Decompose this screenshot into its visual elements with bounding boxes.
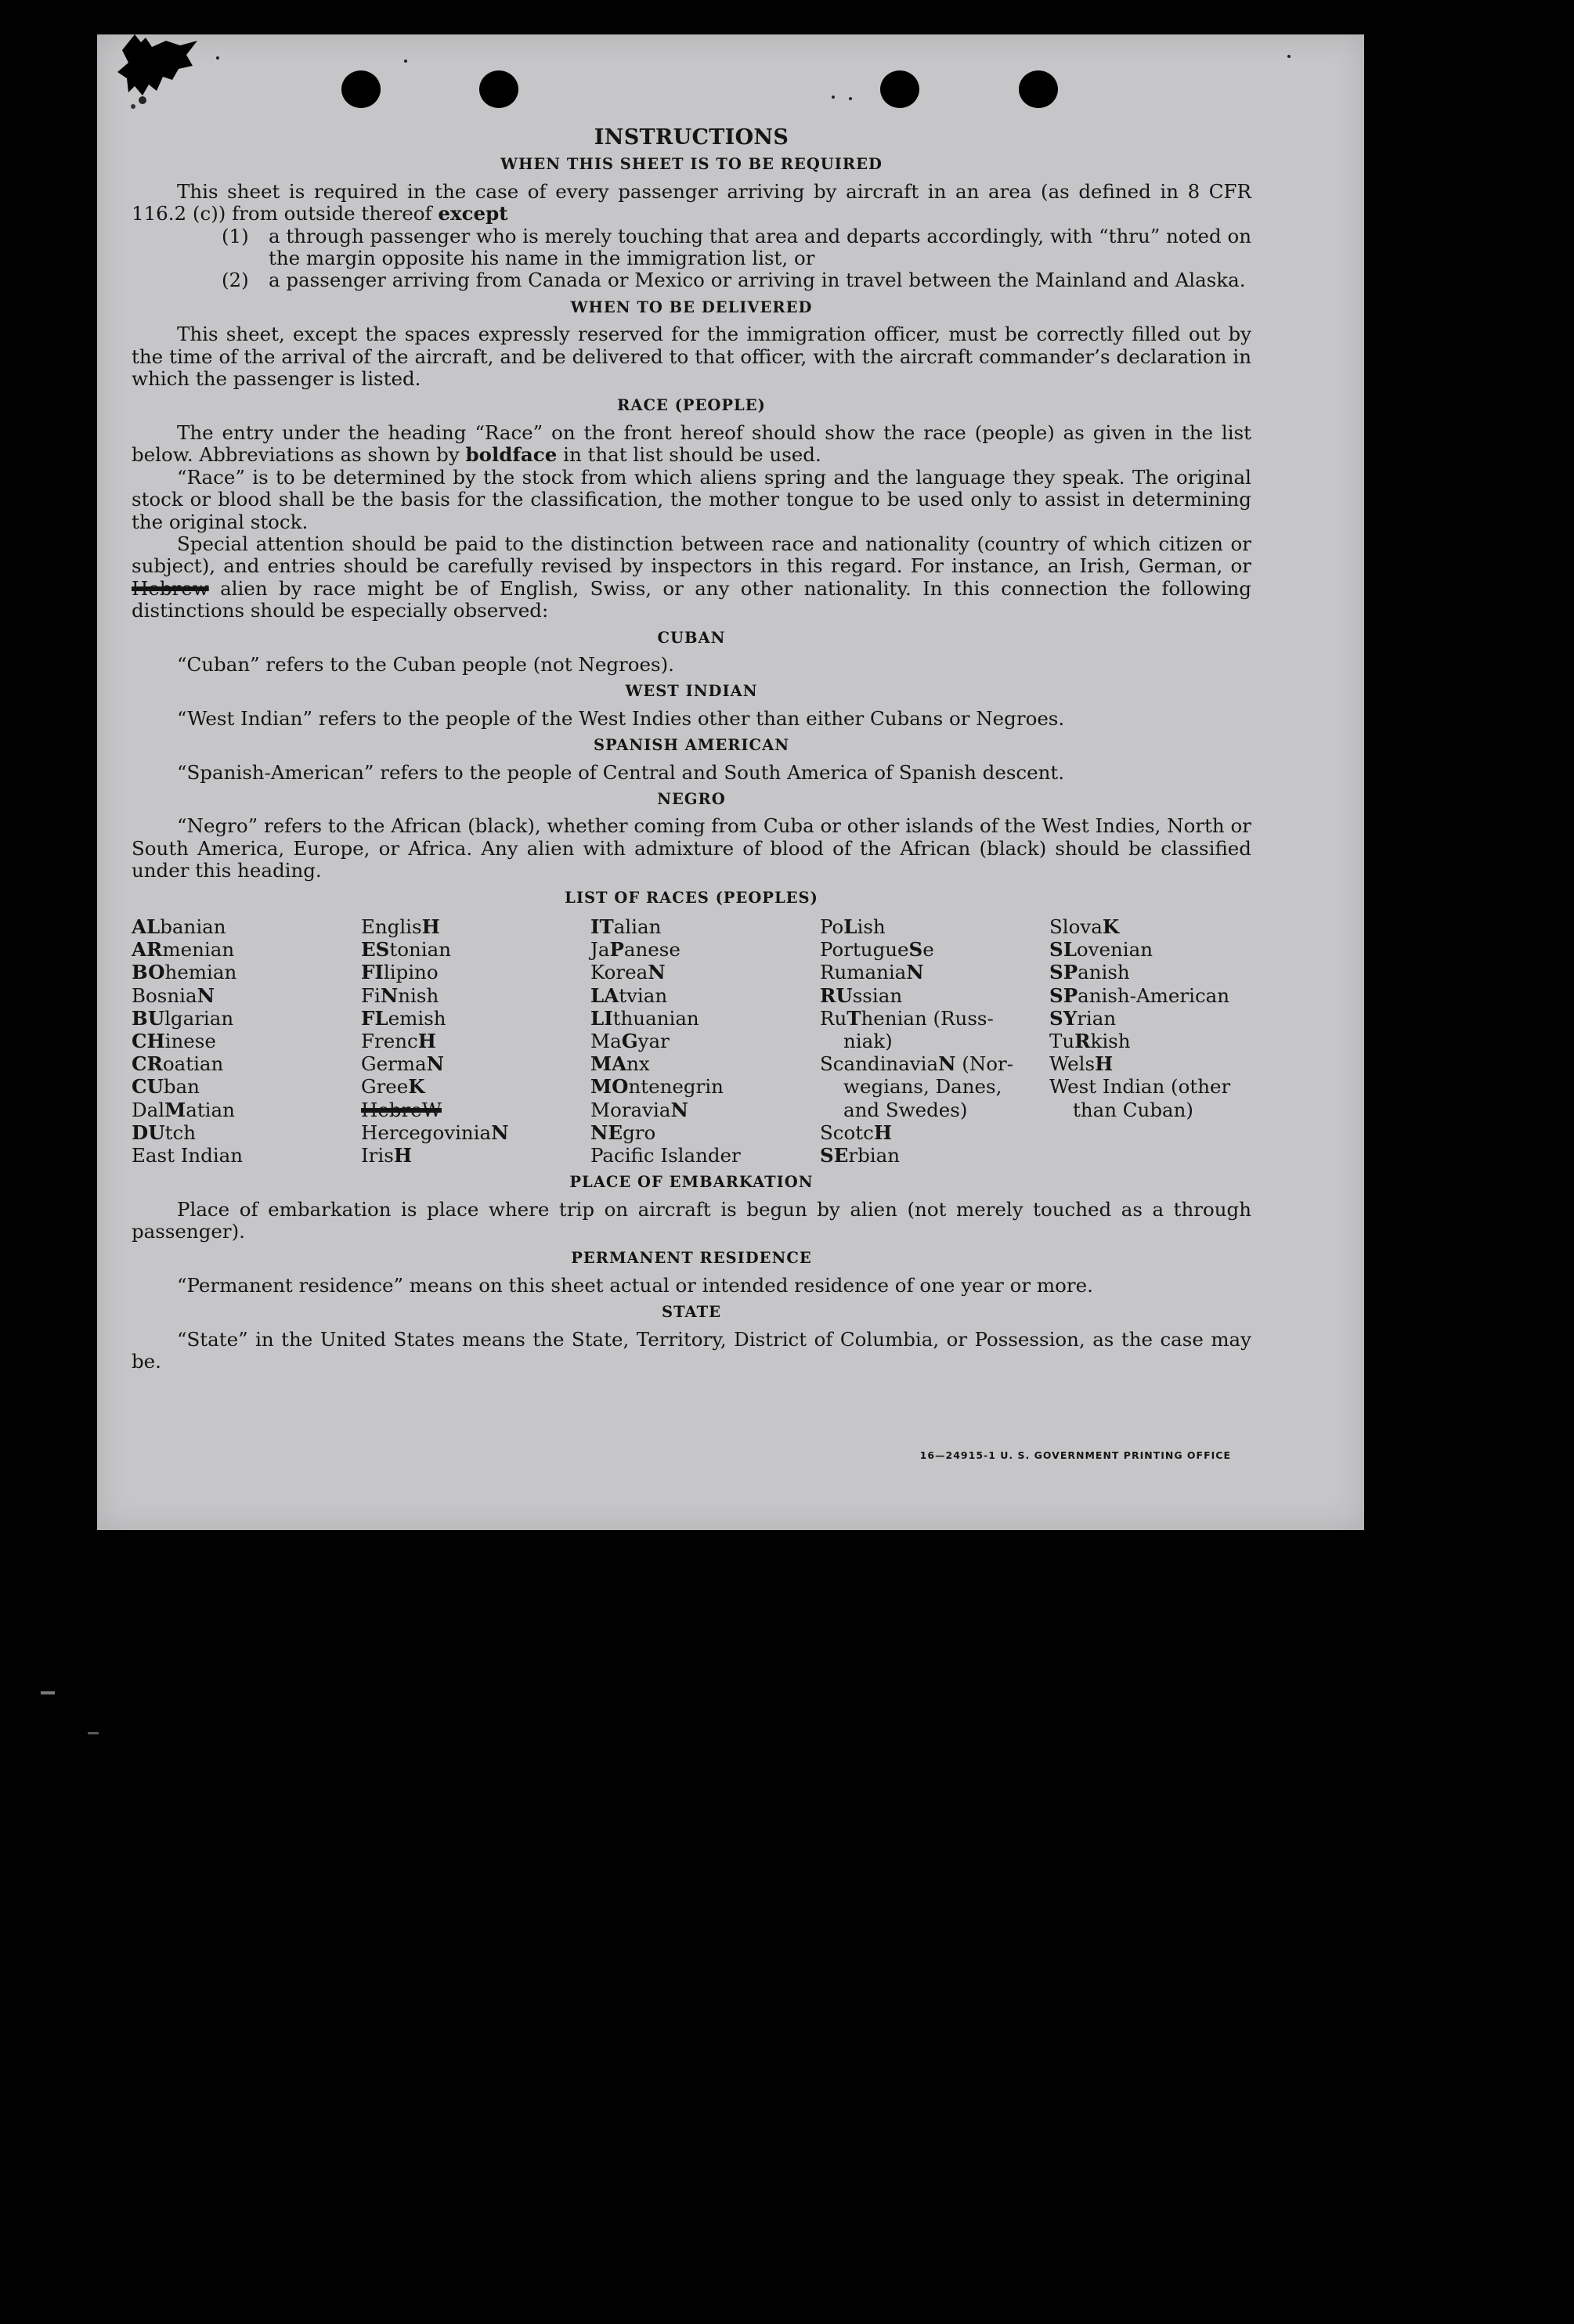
race-item bbox=[132, 961, 361, 983]
race-item-continued: than Cuban) bbox=[1073, 1098, 1193, 1121]
print-code: 16—24915-1 U. S. GOVERNMENT PRINTING OFFICE bbox=[919, 1449, 1231, 1461]
race-item bbox=[590, 961, 820, 983]
race-item bbox=[132, 1144, 361, 1167]
race-text: emish bbox=[388, 1006, 446, 1030]
race-abbrev: AL bbox=[132, 915, 161, 938]
race-text: alian bbox=[613, 915, 662, 938]
race-abbrev: LI bbox=[590, 1006, 613, 1030]
race-text: (Nor- bbox=[955, 1052, 1014, 1076]
race-text: Portugue bbox=[820, 938, 909, 962]
race-text: gro bbox=[623, 1120, 656, 1144]
race-text: Scotc bbox=[820, 1120, 874, 1144]
race-item bbox=[132, 1121, 361, 1144]
exception-item: (2) a passenger arriving from Canada or Mexico or arriving in travel between the Mainland and Alaska. bbox=[222, 269, 1246, 292]
race-abbrev: N bbox=[670, 1098, 688, 1121]
race-abbrev: H bbox=[417, 1030, 436, 1053]
race-item bbox=[132, 1099, 361, 1121]
race-abbrev: SL bbox=[1049, 938, 1077, 962]
race-abbrev: SY bbox=[1049, 1006, 1078, 1030]
race-abbrev: CH bbox=[132, 1030, 165, 1053]
section-heading-west-indian: WEST INDIAN bbox=[625, 682, 758, 701]
punch-hole bbox=[341, 70, 381, 108]
race-text: anish bbox=[1078, 961, 1130, 984]
race-abbrev: LA bbox=[590, 983, 619, 1007]
race-abbrev: BU bbox=[132, 1006, 165, 1030]
race-text: rbian bbox=[848, 1144, 900, 1167]
race-text: tonian bbox=[389, 938, 451, 962]
section-heading-cuban: CUBAN bbox=[657, 628, 726, 647]
race-text: e bbox=[922, 938, 934, 962]
race-text: tch bbox=[164, 1120, 196, 1144]
race-item bbox=[132, 1007, 361, 1030]
residence-text: “Permanent residence” means on this sheet actual or intended residence of one year or more. bbox=[177, 1273, 1093, 1297]
race-text: kish bbox=[1090, 1030, 1131, 1053]
section-heading-state: STATE bbox=[662, 1303, 721, 1322]
race-paragraph-1: The entry under the heading “Race” on the front hereof should show the race (people) as given in the list below. Abbreviations as shown by boldface in that list should be used. bbox=[132, 420, 1251, 467]
negro-text: “Negro” refers to the African (black), whether coming from Cuba or other islands of the West Indies, North or South America, Europe, or Africa. Any alien with admixture of blood of the African (black) should be classified under this heading. bbox=[132, 814, 1251, 882]
race-item bbox=[820, 961, 1049, 983]
race-abbrev: P bbox=[609, 938, 624, 962]
race-abbrev: M bbox=[164, 1098, 186, 1121]
race-column bbox=[132, 915, 361, 1167]
race-text: menian bbox=[162, 938, 235, 962]
speck bbox=[849, 97, 852, 100]
race-text: Scandinavia bbox=[820, 1052, 939, 1076]
race-abbrev: N bbox=[648, 961, 666, 984]
race-item bbox=[820, 938, 1049, 961]
race-abbrev: N bbox=[938, 1052, 956, 1076]
race-abbrev: K bbox=[1102, 915, 1120, 938]
race-text: Gree bbox=[361, 1075, 409, 1099]
race-item bbox=[361, 1099, 590, 1121]
race-abbrev: S bbox=[908, 938, 923, 962]
race-item bbox=[132, 915, 361, 938]
race-column bbox=[590, 915, 820, 1167]
scan-mark bbox=[88, 1732, 99, 1734]
scan-mark bbox=[41, 1691, 55, 1694]
race-item bbox=[361, 1052, 590, 1075]
race-column bbox=[1049, 915, 1279, 1167]
race-abbrev: RU bbox=[820, 983, 853, 1007]
race-item bbox=[590, 915, 820, 938]
ink-stain-mark bbox=[111, 34, 197, 113]
race-item bbox=[361, 1030, 590, 1052]
race-abbrev: SE bbox=[820, 1144, 849, 1167]
west-indian-text: “West Indian” refers to the people of the West Indies other than either Cubans or Negroes. bbox=[177, 706, 1065, 730]
race-item bbox=[820, 1007, 1049, 1030]
race-item bbox=[590, 1099, 820, 1121]
section-heading-residence: PERMANENT RESIDENCE bbox=[571, 1249, 812, 1268]
race-item bbox=[820, 1144, 1049, 1167]
race-abbrev: CU bbox=[132, 1075, 164, 1099]
section-heading-embarkation: PLACE OF EMBARKATION bbox=[569, 1173, 814, 1192]
race-text: nx bbox=[626, 1052, 650, 1076]
race-item bbox=[590, 938, 820, 961]
race-abbrev: NE bbox=[590, 1120, 623, 1144]
race-item bbox=[590, 1144, 820, 1167]
race-item bbox=[361, 1007, 590, 1030]
race-item bbox=[590, 984, 820, 1007]
struck-race: HebreW bbox=[361, 1098, 442, 1121]
race-text: henian (Russ- bbox=[861, 1006, 994, 1030]
race-text: West Indian (other bbox=[1049, 1075, 1231, 1099]
race-text: tvian bbox=[619, 983, 668, 1007]
race-item bbox=[132, 938, 361, 961]
race-abbrev: DU bbox=[132, 1120, 165, 1144]
race-abbrev: SP bbox=[1049, 983, 1078, 1007]
punch-hole bbox=[479, 70, 518, 108]
race-text: Wels bbox=[1049, 1052, 1096, 1076]
speck bbox=[832, 96, 835, 99]
race-item bbox=[361, 984, 590, 1007]
race-abbrev: G bbox=[621, 1030, 638, 1053]
speck bbox=[216, 56, 219, 60]
race-abbrev: AR bbox=[132, 938, 163, 962]
race-abbrev: R bbox=[1074, 1030, 1091, 1053]
race-item bbox=[590, 1075, 820, 1098]
race-text: thuanian bbox=[612, 1006, 699, 1030]
race-item bbox=[132, 1075, 361, 1098]
spanish-american-text: “Spanish-American” refers to the people of Central and South America of Spanish descent. bbox=[177, 760, 1065, 784]
section-heading-delivered: WHEN TO BE DELIVERED bbox=[570, 298, 813, 316]
race-item bbox=[590, 1121, 820, 1144]
instructions-content bbox=[132, 127, 1251, 1373]
race-text: ish bbox=[857, 915, 886, 938]
punch-hole bbox=[1019, 70, 1058, 108]
race-text: Frenc bbox=[361, 1030, 418, 1053]
race-item bbox=[1049, 938, 1279, 961]
exception-item: (1) a through passenger who is merely touching that area and departs accordingly, with “thru” noted on the margin opposite his name in the immigration list, or bbox=[222, 224, 1251, 270]
race-item bbox=[1049, 961, 1279, 983]
race-text: Slova bbox=[1049, 915, 1103, 938]
race-text: Germa bbox=[361, 1052, 427, 1076]
race-item bbox=[132, 1052, 361, 1075]
race-paragraph-2: “Race” is to be determined by the stock from which aliens spring and the language they speak. The original stock or blood shall be the basis for the classification, the mother tongue to be used only to assist in determining the original stock. bbox=[132, 465, 1251, 533]
race-text: Rumania bbox=[820, 961, 907, 984]
race-text: Ma bbox=[590, 1030, 622, 1053]
race-item bbox=[361, 1121, 590, 1144]
race-abbrev: T bbox=[847, 1006, 861, 1030]
race-abbrev: N bbox=[426, 1052, 445, 1076]
race-abbrev: H bbox=[873, 1120, 892, 1144]
race-item bbox=[1049, 984, 1279, 1007]
race-text: Korea bbox=[590, 961, 648, 984]
race-item bbox=[820, 984, 1049, 1007]
state-text: “State” in the United States means the State, Territory, District of Columbia, or Possession, as the case may be. bbox=[132, 1327, 1251, 1373]
race-text: nish bbox=[398, 983, 439, 1007]
race-abbrev: ES bbox=[361, 938, 390, 962]
embarkation-text: Place of embarkation is place where trip on aircraft is begun by alien (not merely touched as a through passenger). bbox=[132, 1197, 1251, 1243]
race-item-continued: niak) bbox=[843, 1030, 893, 1053]
race-abbrev: FL bbox=[361, 1006, 388, 1030]
race-text: Fi bbox=[361, 983, 381, 1007]
cuban-text: “Cuban” refers to the Cuban people (not Negroes). bbox=[177, 652, 674, 676]
section-heading-race-list: LIST OF RACES (PEOPLES) bbox=[565, 888, 818, 907]
race-text: oatian bbox=[162, 1052, 224, 1076]
race-abbrev: H bbox=[1095, 1052, 1114, 1076]
section-heading-negro: NEGRO bbox=[657, 789, 726, 808]
race-text: Moravia bbox=[590, 1098, 671, 1121]
race-text: Ja bbox=[590, 938, 610, 962]
race-text: Hercegovinia bbox=[361, 1120, 492, 1144]
race-text: ssian bbox=[852, 983, 903, 1007]
race-item bbox=[361, 938, 590, 961]
race-item bbox=[1049, 1030, 1279, 1052]
race-text: Ru bbox=[820, 1006, 847, 1030]
section-heading-required: WHEN THIS SHEET IS TO BE REQUIRED bbox=[500, 155, 883, 174]
race-abbrev: N bbox=[380, 983, 399, 1007]
race-abbrev: N bbox=[491, 1120, 509, 1144]
race-item bbox=[820, 1052, 1049, 1075]
race-abbrev: H bbox=[421, 915, 440, 938]
race-list bbox=[132, 915, 1251, 1167]
race-item bbox=[590, 1007, 820, 1030]
section-heading-race: RACE (PEOPLE) bbox=[617, 396, 766, 415]
race-text: anish-American bbox=[1078, 983, 1230, 1007]
required-intro: This sheet is required in the case of every passenger arriving by aircraft in an area (as defined in 8 CFR 116.2 (c)) from outside thereof except bbox=[132, 179, 1251, 226]
race-text: anese bbox=[623, 938, 681, 962]
punch-hole bbox=[880, 70, 919, 108]
race-item bbox=[132, 1030, 361, 1052]
race-text: banian bbox=[160, 915, 226, 938]
race-text: yar bbox=[637, 1030, 670, 1053]
race-text: hemian bbox=[164, 961, 237, 984]
race-text: East Indian bbox=[132, 1144, 244, 1167]
race-text: ban bbox=[163, 1075, 200, 1099]
race-text: atian bbox=[186, 1098, 235, 1121]
race-abbrev: MO bbox=[590, 1075, 629, 1099]
race-text: ovenian bbox=[1076, 938, 1153, 962]
race-text: Iris bbox=[361, 1144, 394, 1167]
race-text: ntenegrin bbox=[628, 1075, 724, 1099]
race-item bbox=[590, 1030, 820, 1052]
page-title: INSTRUCTIONS bbox=[594, 125, 789, 150]
race-abbrev: FI bbox=[361, 961, 384, 984]
race-abbrev: SP bbox=[1049, 961, 1078, 984]
race-item bbox=[361, 961, 590, 983]
race-abbrev: IT bbox=[590, 915, 614, 938]
race-abbrev: N bbox=[906, 961, 924, 984]
race-item bbox=[361, 1075, 590, 1098]
race-abbrev: BO bbox=[132, 961, 165, 984]
delivered-text: This sheet, except the spaces expressly reserved for the immigration officer, must be correctly filled out by the time of the arrival of the aircraft, and be delivered to that officer, with the aircraft commander’s declaration in which the passenger is listed. bbox=[132, 323, 1251, 391]
race-item-continued: wegians, Danes, bbox=[843, 1075, 1002, 1099]
race-abbrev: N bbox=[197, 983, 215, 1007]
race-item-continued: and Swedes) bbox=[843, 1098, 968, 1121]
race-text: Pacific Islander bbox=[590, 1144, 741, 1167]
race-text: Englis bbox=[361, 915, 422, 938]
race-item bbox=[361, 1144, 590, 1167]
race-item bbox=[820, 1121, 1049, 1144]
race-text: inese bbox=[164, 1030, 216, 1053]
race-item bbox=[1049, 915, 1279, 938]
race-abbrev: K bbox=[408, 1075, 425, 1099]
race-column bbox=[361, 915, 590, 1167]
race-column bbox=[820, 915, 1049, 1167]
race-text: Tu bbox=[1049, 1030, 1075, 1053]
race-text: Bosnia bbox=[132, 983, 197, 1007]
struck-word: Hebrew bbox=[132, 576, 209, 600]
race-item bbox=[1049, 1075, 1279, 1098]
speck bbox=[1287, 55, 1291, 58]
race-text: Dal bbox=[132, 1098, 165, 1121]
race-abbrev: H bbox=[393, 1144, 412, 1167]
race-abbrev: L bbox=[843, 915, 857, 938]
race-abbrev: CR bbox=[132, 1052, 163, 1076]
race-item bbox=[1049, 1052, 1279, 1075]
race-item bbox=[590, 1052, 820, 1075]
race-text: rian bbox=[1077, 1006, 1117, 1030]
race-item bbox=[361, 915, 590, 938]
race-paragraph-3: Special attention should be paid to the distinction between race and nationality (country of which citizen or subject), and entries should be carefully revised by inspectors in this regard. For instance, an Irish, German, or Hebrew alien by race might be of English, Swiss, or any other nationality. In this connection the following distinctions should be especially observed: bbox=[132, 532, 1251, 622]
race-text: lgarian bbox=[164, 1006, 234, 1030]
speck bbox=[404, 60, 407, 63]
section-heading-spanish-american: SPANISH AMERICAN bbox=[593, 736, 790, 755]
race-text: Po bbox=[820, 915, 844, 938]
race-item bbox=[132, 984, 361, 1007]
race-abbrev: MA bbox=[590, 1052, 627, 1076]
race-text: lipino bbox=[383, 961, 439, 984]
race-item bbox=[1049, 1007, 1279, 1030]
race-item bbox=[820, 915, 1049, 938]
document-sheet bbox=[97, 34, 1364, 1530]
